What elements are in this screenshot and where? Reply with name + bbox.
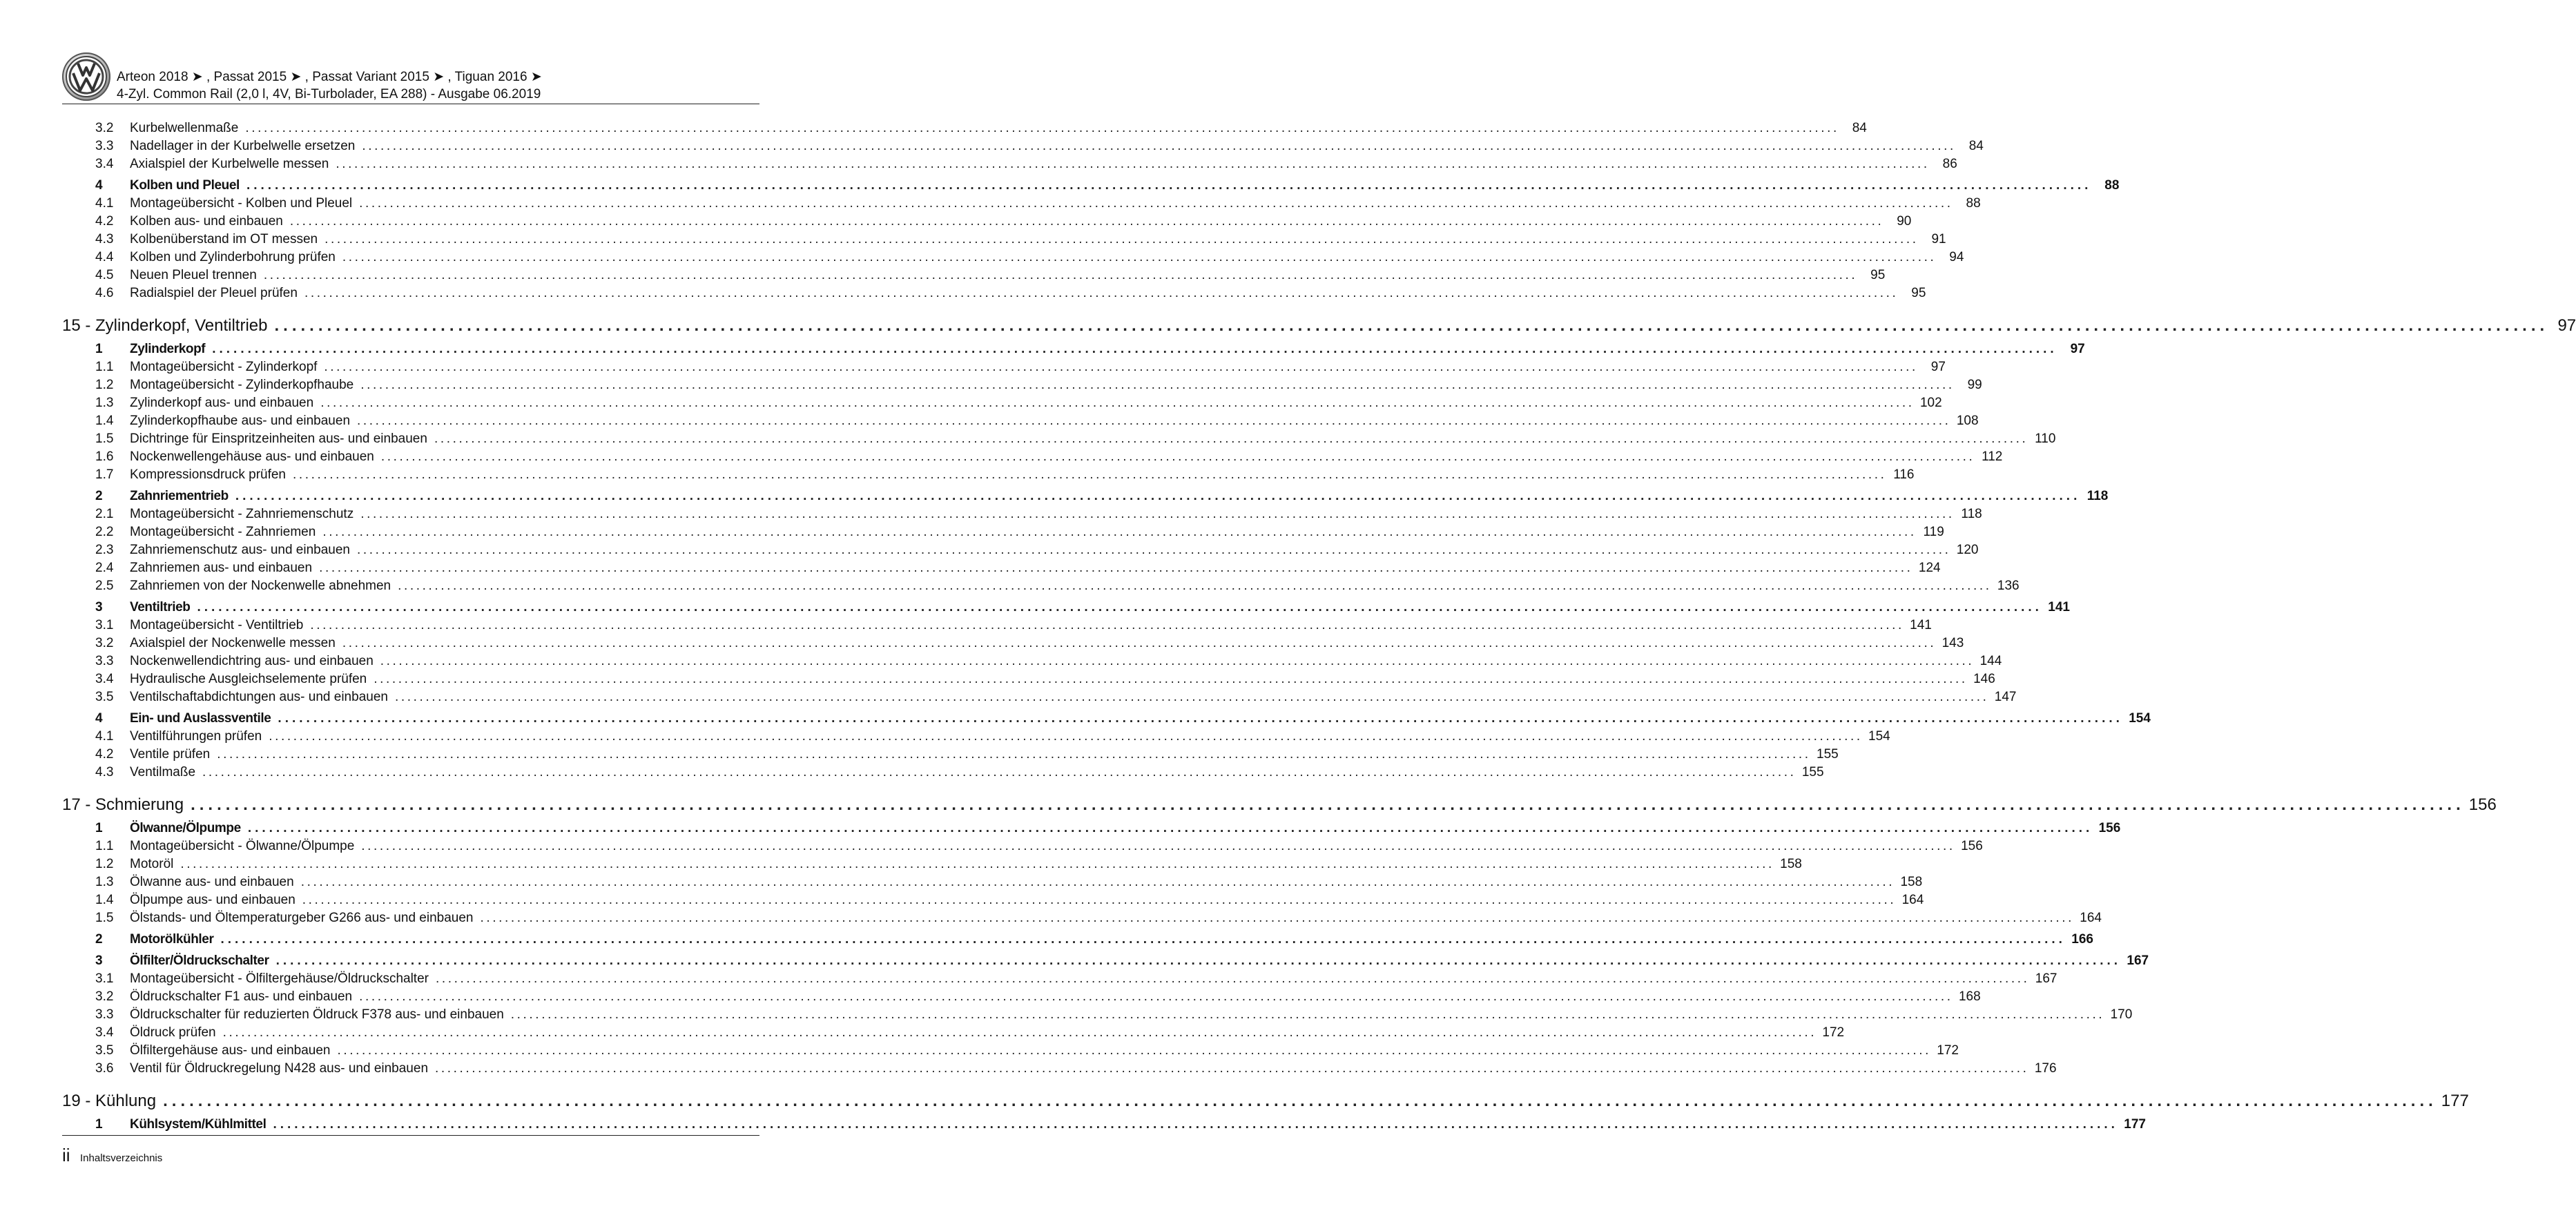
toc-number: 4 — [95, 178, 103, 193]
toc-title: Ein- und Auslassventile — [130, 711, 271, 726]
toc-title: Kurbelwellenmaße — [130, 121, 239, 135]
toc-title: Montageübersicht - Zahnriemenschutz — [130, 507, 354, 521]
dot-leader: .................................................................................................................................................................................................................................................................... — [435, 1061, 2029, 1076]
toc-entry[interactable] — [62, 911, 2102, 929]
toc-entry[interactable] — [62, 214, 1912, 232]
toc-entry[interactable] — [62, 989, 1981, 1007]
toc-page-number: 167 — [2127, 953, 2149, 968]
toc-number: 3 — [95, 600, 103, 614]
toc-page-number: 118 — [1961, 507, 1982, 521]
toc-section[interactable] — [62, 953, 2149, 971]
toc-page-number: 141 — [2048, 600, 2070, 614]
toc-entry[interactable] — [62, 360, 1946, 378]
toc-number: 3.3 — [95, 139, 114, 153]
toc-page-number: 141 — [1910, 618, 1932, 632]
toc-number: 1.3 — [95, 875, 114, 889]
toc-title: Zahnriemen von der Nockenwelle abnehmen — [130, 579, 391, 593]
toc-number: 2.5 — [95, 579, 114, 593]
toc-entry[interactable] — [62, 672, 1995, 690]
toc-section[interactable] — [62, 1117, 2146, 1135]
toc-number: 3.4 — [95, 672, 114, 686]
toc-page-number: 156 — [1961, 839, 1983, 853]
dot-leader: .................................................................................................................................................................................................................................................................... — [380, 449, 1975, 464]
dot-leader: .................................................................................................................................................................................................................................................................... — [336, 157, 1930, 171]
toc-page-number: 156 — [2468, 795, 2497, 814]
toc-entry[interactable] — [62, 467, 1915, 485]
toc-title: Öldruckschalter F1 aus- und einbauen — [130, 989, 353, 1004]
toc-title: Montageübersicht - Kolben und Pleuel — [130, 196, 353, 211]
toc-title: Axialspiel der Kurbelwelle messen — [130, 157, 329, 171]
toc-number: 4.1 — [95, 729, 114, 744]
toc-entry[interactable] — [62, 747, 1839, 765]
toc-entry[interactable] — [62, 449, 2003, 467]
toc-number: 1.5 — [95, 911, 114, 925]
toc-entry[interactable] — [62, 654, 2002, 672]
toc-section[interactable] — [62, 489, 2109, 507]
toc-title: Hydraulische Ausgleichselemente prüfen — [130, 672, 367, 686]
toc-entry[interactable] — [62, 268, 1886, 286]
dot-leader: .................................................................................................................................................................................................................................................................... — [245, 121, 1839, 135]
toc-page-number: 144 — [1979, 654, 2002, 668]
toc-page-number: 154 — [1868, 729, 1890, 744]
footer-page-number: ii — [62, 1145, 70, 1165]
toc-entry[interactable] — [62, 139, 1984, 157]
toc-number: 3.4 — [95, 1025, 114, 1040]
toc-page-number: 164 — [1901, 893, 1924, 907]
dot-leader: .................................................................................................................................................................................................................................................................... — [235, 489, 2081, 503]
toc-title: Nadellager in der Kurbelwelle ersetzen — [130, 139, 356, 153]
dot-leader: .................................................................................................................................................................................................................................................................... — [191, 795, 2465, 814]
dot-leader: .................................................................................................................................................................................................................................................................... — [246, 178, 2092, 193]
toc-page-number: 119 — [1923, 525, 1944, 539]
toc-page-number: 99 — [1967, 378, 1982, 392]
toc-title: Kolben und Pleuel — [130, 178, 240, 193]
toc-number: 4.1 — [95, 196, 114, 211]
toc-number: 1.4 — [95, 893, 114, 907]
footer-divider — [62, 1135, 759, 1136]
toc-number: 1 — [95, 821, 103, 835]
toc-entry[interactable] — [62, 618, 1932, 636]
toc-entry[interactable] — [62, 1007, 2133, 1025]
dot-leader: .................................................................................................................................................................................................................................................................... — [273, 1117, 2118, 1132]
dot-leader: .................................................................................................................................................................................................................................................................... — [360, 507, 1955, 521]
toc-page-number: 136 — [1997, 579, 2020, 593]
toc-page-number: 97 — [2557, 316, 2576, 335]
toc-title: Öldruckschalter für reduzierten Öldruck F378 aus- und einbauen — [130, 1007, 504, 1022]
dot-leader: .................................................................................................................................................................................................................................................................... — [320, 396, 1915, 410]
toc-number: 1.6 — [95, 449, 114, 464]
toc-page-number: 164 — [2080, 911, 2102, 925]
dot-leader: .................................................................................................................................................................................................................................................................... — [304, 286, 1899, 300]
dot-leader: .................................................................................................................................................................................................................................................................... — [434, 432, 2028, 446]
toc-entry[interactable] — [62, 250, 1964, 268]
toc-title: Ventilmaße — [130, 765, 196, 779]
toc-number: 3.4 — [95, 157, 114, 171]
header-engine-edition: 4-Zyl. Common Rail (2,0 l, 4V, Bi-Turbolader, EA 288) - Ausgabe 06.2019 — [117, 87, 541, 101]
toc-title: Kühlsystem/Kühlmittel — [130, 1117, 267, 1132]
toc-title: Ölwanne/Ölpumpe — [130, 821, 241, 835]
dot-leader: .................................................................................................................................................................................................................................................................... — [275, 953, 2122, 968]
toc-entry[interactable] — [62, 636, 1964, 654]
toc-entry[interactable] — [62, 1061, 2057, 1079]
toc-page-number: 112 — [1982, 449, 2003, 464]
toc-title: Kolben und Zylinderbohrung prüfen — [130, 250, 336, 264]
toc-entry[interactable] — [62, 121, 1867, 139]
toc-page-number: 176 — [2034, 1061, 2057, 1076]
toc-page-number: 95 — [1870, 268, 1886, 282]
toc-title: Ventile prüfen — [130, 747, 211, 762]
toc-entry[interactable] — [62, 971, 2057, 989]
toc-page-number: 158 — [1780, 857, 1802, 871]
toc-number: 2.4 — [95, 561, 114, 575]
toc-number: 4.3 — [95, 232, 114, 246]
toc-title: Zahnriemen aus- und einbauen — [130, 561, 313, 575]
toc-title: Montageübersicht - Zahnriemen — [130, 525, 316, 539]
dot-leader: .................................................................................................................................................................................................................................................................... — [510, 1007, 2105, 1022]
toc-entry[interactable] — [62, 857, 1802, 875]
toc-number: 3.6 — [95, 1061, 114, 1076]
vw-logo-icon — [62, 52, 110, 101]
page-header — [62, 52, 759, 104]
toc-title: Kolbenüberstand im OT messen — [130, 232, 318, 246]
toc-page-number: 124 — [1918, 561, 1941, 575]
toc-title: Ölfiltergehäuse aus- und einbauen — [130, 1043, 331, 1058]
toc-page-number: 91 — [1931, 232, 1946, 246]
toc-number: 2.3 — [95, 543, 114, 557]
dot-leader: .................................................................................................................................................................................................................................................................... — [289, 214, 1884, 229]
toc-page-number: 110 — [2035, 432, 2056, 446]
toc-number: 4.4 — [95, 250, 114, 264]
toc-number: 2 — [95, 932, 103, 947]
toc-page-number: 170 — [2110, 1007, 2133, 1022]
dot-leader: .................................................................................................................................................................................................................................................................... — [322, 525, 1917, 539]
toc-title: Zylinderkopf — [130, 342, 206, 356]
toc-page-number: 84 — [1968, 139, 1984, 153]
toc-page-number: 84 — [1852, 121, 1867, 135]
toc-entry[interactable] — [62, 765, 1824, 783]
toc-page-number: 166 — [2071, 932, 2093, 947]
toc-page-number: 86 — [1942, 157, 1957, 171]
dot-leader: .................................................................................................................................................................................................................................................................... — [359, 989, 1953, 1004]
dot-leader: .................................................................................................................................................................................................................................................................... — [274, 316, 2549, 335]
dot-leader: .................................................................................................................................................................................................................................................................... — [342, 250, 1937, 264]
toc-page-number: 172 — [1822, 1025, 1845, 1040]
dot-leader: .................................................................................................................................................................................................................................................................... — [220, 932, 2066, 947]
dot-leader: .................................................................................................................................................................................................................................................................... — [247, 821, 2093, 835]
toc-number: 1 — [95, 1117, 103, 1132]
toc-entry[interactable] — [62, 232, 1946, 250]
dot-leader: .................................................................................................................................................................................................................................................................... — [342, 636, 1937, 650]
toc-page-number: 102 — [1919, 396, 1942, 410]
toc-title: Ventilschaftabdichtungen aus- und einbauen — [130, 690, 388, 704]
toc-number: 3.2 — [95, 121, 114, 135]
toc-entry[interactable] — [62, 893, 1924, 911]
toc-number: 4.2 — [95, 747, 114, 762]
dot-leader: .................................................................................................................................................................................................................................................................... — [302, 893, 1897, 907]
dot-leader: .................................................................................................................................................................................................................................................................... — [361, 839, 1955, 853]
dot-leader: .................................................................................................................................................................................................................................................................... — [380, 654, 1975, 668]
toc-entry[interactable] — [62, 378, 1982, 396]
dot-leader: .................................................................................................................................................................................................................................................................... — [359, 196, 1953, 211]
toc-entry[interactable] — [62, 286, 1926, 304]
toc-title: 15 - Zylinderkopf, Ventiltrieb — [62, 316, 268, 335]
dot-leader: .................................................................................................................................................................................................................................................................... — [435, 971, 2030, 986]
toc-section[interactable] — [62, 600, 2070, 618]
dot-leader: .................................................................................................................................................................................................................................................................... — [319, 561, 1913, 575]
toc-title: Motorölkühler — [130, 932, 214, 947]
toc-title: Montageübersicht - Ventiltrieb — [130, 618, 304, 632]
dot-leader: .................................................................................................................................................................................................................................................................... — [163, 1092, 2437, 1110]
header-vehicle-models: Arteon 2018 ➤ , Passat 2015 ➤ , Passat Variant 2015 ➤ , Tiguan 2016 ➤ — [117, 70, 542, 84]
toc-number: 3.1 — [95, 618, 114, 632]
toc-title: Montageübersicht - Ölfiltergehäuse/Öldruckschalter — [130, 971, 429, 986]
toc-entry[interactable] — [62, 1025, 1845, 1043]
dot-leader: .................................................................................................................................................................................................................................................................... — [202, 765, 1797, 779]
toc-page-number: 168 — [1958, 989, 1981, 1004]
toc-number: 3.5 — [95, 1043, 114, 1058]
toc-number: 1.3 — [95, 396, 114, 410]
toc-page-number: 97 — [2070, 342, 2085, 356]
toc-section[interactable] — [62, 342, 2085, 360]
toc-title: Ventilführungen prüfen — [130, 729, 262, 744]
table-of-contents — [62, 121, 2576, 1135]
toc-title: 17 - Schmierung — [62, 795, 184, 814]
toc-section[interactable] — [62, 711, 2151, 729]
toc-section[interactable] — [62, 932, 2093, 950]
toc-page-number: 177 — [2441, 1092, 2469, 1110]
toc-number: 1.2 — [95, 857, 114, 871]
dot-leader: .................................................................................................................................................................................................................................................................... — [217, 747, 1811, 762]
toc-page-number: 108 — [1956, 414, 1979, 428]
toc-number: 4.2 — [95, 214, 114, 229]
toc-page-number: 155 — [1801, 765, 1824, 779]
toc-number: 1.4 — [95, 414, 114, 428]
toc-number: 2 — [95, 489, 103, 503]
toc-title: Kompressionsdruck prüfen — [130, 467, 286, 482]
toc-page-number: 97 — [1930, 360, 1946, 374]
dot-leader: .................................................................................................................................................................................................................................................................... — [398, 579, 1992, 593]
dot-leader: .................................................................................................................................................................................................................................................................... — [278, 711, 2123, 726]
toc-title: Ventil für Öldruckregelung N428 aus- und einbauen — [130, 1061, 429, 1076]
toc-entry[interactable] — [62, 561, 1941, 579]
toc-title: Montageübersicht - Ölwanne/Ölpumpe — [130, 839, 355, 853]
toc-number: 3 — [95, 953, 103, 968]
toc-number: 2.2 — [95, 525, 114, 539]
toc-title: Motoröl — [130, 857, 174, 871]
toc-number: 2.1 — [95, 507, 114, 521]
toc-page-number: 88 — [2104, 178, 2120, 193]
toc-entry[interactable] — [62, 525, 1944, 543]
toc-number: 1.2 — [95, 378, 114, 392]
dot-leader: .................................................................................................................................................................................................................................................................... — [269, 729, 1863, 744]
toc-page-number: 146 — [1973, 672, 1995, 686]
toc-entry[interactable] — [62, 432, 2056, 449]
toc-title: Ölwanne aus- und einbauen — [130, 875, 294, 889]
dot-leader: .................................................................................................................................................................................................................................................................... — [324, 360, 1918, 374]
dot-leader: .................................................................................................................................................................................................................................................................... — [337, 1043, 1931, 1058]
toc-page-number: 116 — [1893, 467, 1915, 482]
footer-label: Inhaltsverzeichnis — [80, 1152, 163, 1164]
toc-entry[interactable] — [62, 875, 1923, 893]
toc-title: Montageübersicht - Zylinderkopfhaube — [130, 378, 354, 392]
toc-page-number: 167 — [2035, 971, 2057, 986]
toc-page-number: 118 — [2086, 489, 2109, 503]
toc-title: Öldruck prüfen — [130, 1025, 216, 1040]
toc-entry[interactable] — [62, 543, 1979, 561]
dot-leader: .................................................................................................................................................................................................................................................................... — [357, 414, 1951, 428]
toc-number: 4.3 — [95, 765, 114, 779]
toc-page-number: 177 — [2124, 1117, 2146, 1132]
toc-number: 3.2 — [95, 636, 114, 650]
dot-leader: .................................................................................................................................................................................................................................................................... — [325, 232, 1919, 246]
toc-page-number: 156 — [2098, 821, 2121, 835]
toc-entry[interactable] — [62, 507, 1982, 525]
toc-number: 3.5 — [95, 690, 114, 704]
toc-page-number: 155 — [1817, 747, 1839, 762]
toc-title: Zylinderkopf aus- und einbauen — [130, 396, 314, 410]
toc-chapter[interactable] — [62, 795, 2497, 817]
toc-title: Ölpumpe aus- und einbauen — [130, 893, 296, 907]
toc-title: Zahnriemenschutz aus- und einbauen — [130, 543, 350, 557]
toc-number: 3.3 — [95, 654, 114, 668]
toc-number: 3.2 — [95, 989, 114, 1004]
dot-leader: .................................................................................................................................................................................................................................................................... — [293, 467, 1887, 482]
dot-leader: .................................................................................................................................................................................................................................................................... — [480, 911, 2074, 925]
toc-number: 1.7 — [95, 467, 114, 482]
toc-entry[interactable] — [62, 414, 1979, 432]
toc-number: 4.5 — [95, 268, 114, 282]
dot-leader: .................................................................................................................................................................................................................................................................... — [263, 268, 1858, 282]
toc-title: Nockenwellengehäuse aus- und einbauen — [130, 449, 374, 464]
toc-title: Zylinderkopfhaube aus- und einbauen — [130, 414, 351, 428]
toc-page-number: 147 — [1994, 690, 2017, 704]
toc-page-number: 90 — [1897, 214, 1912, 229]
toc-number: 3.3 — [95, 1007, 114, 1022]
toc-section[interactable] — [62, 821, 2121, 839]
toc-entry[interactable] — [62, 690, 2017, 708]
toc-page-number: 95 — [1911, 286, 1926, 300]
toc-number: 1.1 — [95, 360, 114, 374]
toc-entry[interactable] — [62, 196, 1981, 214]
toc-title: Ventiltrieb — [130, 600, 191, 614]
dot-leader: .................................................................................................................................................................................................................................................................... — [394, 690, 1989, 704]
toc-title: Dichtringe für Einspritzeinheiten aus- und einbauen — [130, 432, 427, 446]
toc-entry[interactable] — [62, 839, 1983, 857]
toc-number: 3.1 — [95, 971, 114, 986]
toc-title: Montageübersicht - Zylinderkopf — [130, 360, 318, 374]
toc-number: 4 — [95, 711, 103, 726]
toc-title: 19 - Kühlung — [62, 1092, 157, 1110]
dot-leader: .................................................................................................................................................................................................................................................................... — [197, 600, 2042, 614]
toc-number: 1.1 — [95, 839, 114, 853]
toc-section[interactable] — [62, 178, 2120, 196]
toc-page-number: 154 — [2129, 711, 2151, 726]
page-footer — [62, 1145, 162, 1166]
toc-title: Neuen Pleuel trennen — [130, 268, 257, 282]
toc-title: Zahnriementrieb — [130, 489, 229, 503]
toc-entry[interactable] — [62, 579, 2020, 597]
toc-title: Nockenwellendichtring aus- und einbauen — [130, 654, 374, 668]
toc-entry[interactable] — [62, 157, 1957, 175]
toc-entry[interactable] — [62, 729, 1890, 747]
toc-page-number: 172 — [1937, 1043, 1959, 1058]
toc-page-number: 88 — [1966, 196, 1981, 211]
dot-leader: .................................................................................................................................................................................................................................................................... — [310, 618, 1904, 632]
toc-title: Ölfilter/Öldruckschalter — [130, 953, 269, 968]
toc-page-number: 94 — [1949, 250, 1964, 264]
toc-title: Kolben aus- und einbauen — [130, 214, 283, 229]
dot-leader: .................................................................................................................................................................................................................................................................... — [222, 1025, 1817, 1040]
toc-page-number: 158 — [1900, 875, 1923, 889]
dot-leader: .................................................................................................................................................................................................................................................................... — [356, 543, 1951, 557]
toc-entry[interactable] — [62, 396, 1942, 414]
dot-leader: .................................................................................................................................................................................................................................................................... — [374, 672, 1968, 686]
dot-leader: .................................................................................................................................................................................................................................................................... — [362, 139, 1956, 153]
toc-title: Axialspiel der Nockenwelle messen — [130, 636, 336, 650]
toc-page-number: 120 — [1956, 543, 1979, 557]
dot-leader: .................................................................................................................................................................................................................................................................... — [212, 342, 2057, 356]
toc-entry[interactable] — [62, 1043, 1959, 1061]
toc-title: Ölstands- und Öltemperaturgeber G266 aus- und einbauen — [130, 911, 474, 925]
toc-page-number: 143 — [1941, 636, 1964, 650]
toc-chapter[interactable] — [62, 1092, 2469, 1114]
toc-title: Radialspiel der Pleuel prüfen — [130, 286, 298, 300]
toc-number: 4.6 — [95, 286, 114, 300]
dot-leader: .................................................................................................................................................................................................................................................................... — [180, 857, 1774, 871]
dot-leader: .................................................................................................................................................................................................................................................................... — [360, 378, 1955, 392]
toc-number: 1 — [95, 342, 103, 356]
toc-chapter[interactable] — [62, 316, 2576, 338]
dot-leader: .................................................................................................................................................................................................................................................................... — [300, 875, 1895, 889]
toc-number: 1.5 — [95, 432, 114, 446]
